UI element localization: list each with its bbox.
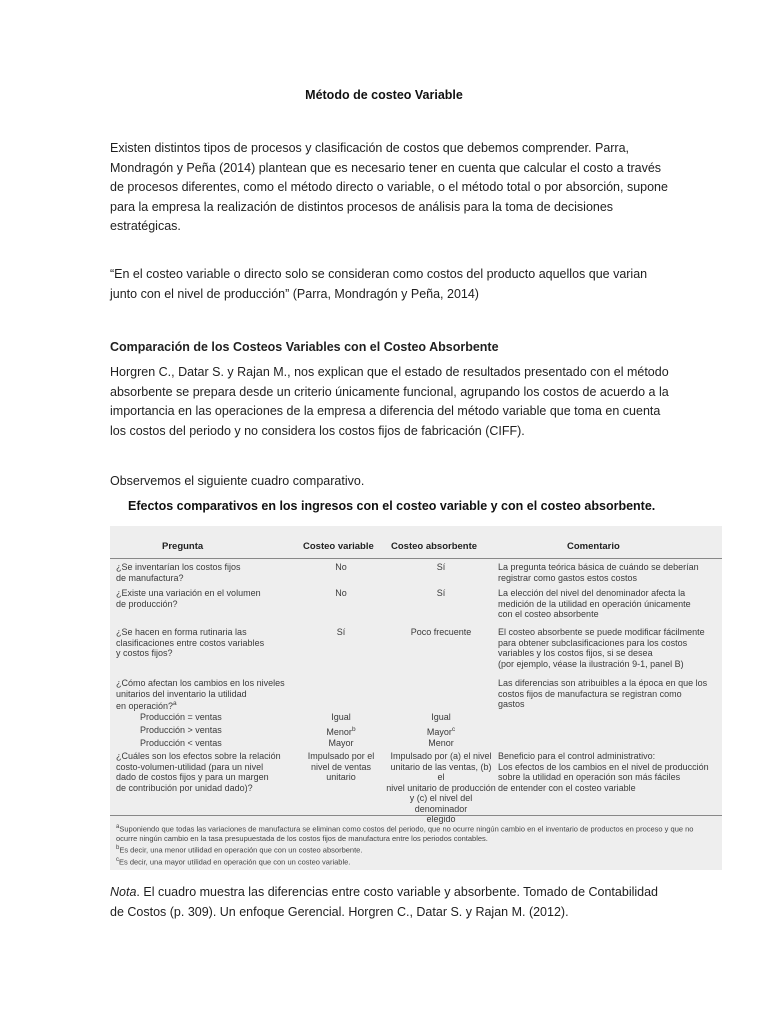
table-row-2-variable: Sí bbox=[336, 627, 346, 637]
footnote-a-text: Suponiendo que todas las variaciones de manufactura se eliminan como costos del periodo, que no ocurre ningún cambio en el inventario de productos en proceso y que no ocurre ningún cambio en la tasa presupuestada de los costos fijos de manufactura entre los periodos contables. bbox=[116, 824, 694, 843]
table-row-2-absorbente: Poco frecuente bbox=[410, 627, 472, 637]
table-row-4-absorbente: Igual bbox=[431, 712, 451, 722]
footnote-c-text: Es decir, una mayor utilidad en operación que con un costeo variable. bbox=[119, 857, 351, 867]
table-header-row bbox=[110, 534, 722, 559]
footnote-a-marker: a bbox=[173, 700, 177, 707]
footnote-a bbox=[116, 823, 716, 844]
footnote-b bbox=[116, 844, 716, 855]
table-row-4-pregunta: Producción = ventas bbox=[140, 712, 222, 722]
footnote-c-label: c bbox=[116, 857, 119, 863]
table-row-1-comentario: La elección del nivel del denominador afecta la medición de la utilidad en operación únicamente con el costeo absorbente bbox=[498, 588, 691, 619]
footnote-a-label: a bbox=[116, 824, 120, 830]
table-row-6-absorbente: Menor bbox=[428, 738, 454, 748]
table-row-3-pregunta-text: ¿Cómo afectan los cambios en los niveles unitarios del inventario la utilidad en operación? bbox=[116, 678, 285, 711]
comparison-heading: Comparación de los Costeos Variables con el Costeo Absorbente bbox=[110, 340, 499, 354]
table-row-1-pregunta: ¿Existe una variación en el volumen de producción? bbox=[116, 588, 261, 609]
note-text: . El cuadro muestra las diferencias entre costo variable y absorbente. Tomado de Contabilidad de Costos (p. 309). Un enfoque Gerencial. Horgren C., Datar S. y Rajan M. (2012). bbox=[110, 885, 659, 919]
table-row-5-variable-text: Menor bbox=[326, 727, 352, 737]
footnote-b-marker: b bbox=[351, 726, 356, 733]
comparison-paragraph: Horgren C., Datar S. y Rajan M., nos explican que el estado de resultados presentado con el método absorbente se prepara desde un criterio únicamente funcional, agrupando los costos de acuerdo a la importancia en las operaciones de la empresa a diferencia del método variable que toma en cuenta los costos del periodo y no considera los costos fijos de fabricación (CIFF). bbox=[110, 365, 669, 438]
table-row-0-pregunta: ¿Se inventarían los costos fijos de manufactura? bbox=[116, 562, 241, 583]
table-row-2-comentario: El costeo absorbente se puede modificar fácilmente para obtener subclasificaciones para los costos variables y los costos fijos, si se desea (por ejemplo, véase la ilustración 9-1, panel B) bbox=[498, 627, 705, 669]
table-row-4-variable: Igual bbox=[331, 712, 351, 722]
table-row-3-comentario: Las diferencias son atribuibles a la época en que los costos fijos de manufactura se registran como gastos bbox=[498, 678, 708, 709]
footnote-b-text: Es decir, una menor utilidad en operación que con un costeo absorbente. bbox=[119, 845, 363, 855]
table-row-5-absorbente bbox=[386, 725, 496, 738]
table-row-3-pregunta bbox=[116, 678, 296, 712]
header-comentario: Comentario bbox=[567, 541, 620, 552]
table-row-0-absorbente: Sí bbox=[436, 562, 446, 572]
header-costeo-absorbente: Costeo absorbente bbox=[391, 541, 478, 552]
observe-line: Observemos el siguiente cuadro comparativo. bbox=[110, 474, 365, 488]
header-costeo-variable: Costeo variable bbox=[303, 541, 374, 552]
table-caption: Efectos comparativos en los ingresos con el costeo variable y con el costeo absorbente. bbox=[128, 499, 656, 513]
table-row-5-pregunta: Producción > ventas bbox=[140, 725, 222, 735]
header-pregunta: Pregunta bbox=[162, 541, 204, 552]
table-row-6-variable: Mayor bbox=[328, 738, 354, 748]
footnote-c-marker: c bbox=[451, 726, 456, 733]
note-label: Nota bbox=[110, 885, 137, 899]
table-row-1-variable: No bbox=[335, 588, 347, 598]
table-row-6-pregunta: Producción < ventas bbox=[140, 738, 222, 748]
table-row-1-absorbente: Sí bbox=[436, 588, 446, 598]
table-row-5-absorbente-text: Mayor bbox=[426, 727, 452, 737]
footnote-c bbox=[116, 856, 716, 867]
table-row-0-variable: No bbox=[335, 562, 347, 572]
table-row-2-pregunta: ¿Se hacen en forma rutinaria las clasificaciones entre costos variables y costos fijos? bbox=[116, 627, 265, 658]
footnote-divider bbox=[110, 815, 722, 816]
footnote-b-label: b bbox=[116, 845, 120, 851]
table-row-7-variable: Impulsado por el nivel de ventas unitario bbox=[307, 751, 375, 782]
intro-paragraph: Existen distintos tipos de procesos y clasificación de costos que debemos comprender. Parra, Mondragón y Peña (2014) plantean que es necesario tener en cuenta que calcular el costo a través de procesos diferentes, como el método directo o variable, o el método total o por absorción, supone para la empresa la realización de distintos procesos de análisis para la toma de decisiones estratégicas. bbox=[110, 141, 668, 233]
table-row-7-pregunta: ¿Cuáles son los efectos sobre la relación costo-volumen-utilidad (para un nivel dado de costos fijos y para un margen de contribución por unidad dado)? bbox=[116, 751, 281, 793]
table-row-7-absorbente: Impulsado por (a) el nivel unitario de las ventas, (b) el nivel unitario de producción y (c) el nivel del denominador elegido bbox=[386, 751, 496, 824]
table-row-5-variable bbox=[296, 725, 386, 738]
document-title: Método de costeo Variable bbox=[305, 88, 463, 102]
table-row-0-comentario: La pregunta teórica básica de cuándo se deberían registrar como gastos estos costos bbox=[498, 562, 699, 583]
table-row-7-comentario: Beneficio para el control administrativo: Los efectos de los cambios en el nivel de producción sobre la utilidad en operación son más fáciles de entender con el costeo variable bbox=[498, 751, 709, 793]
source-note bbox=[110, 883, 670, 922]
comparison-table-figure bbox=[110, 526, 722, 870]
quote-paragraph: “En el costeo variable o directo solo se consideran como costos del producto aquellos que varian junto con el nivel de producción” (Parra, Mondragón y Peña, 2014) bbox=[110, 267, 648, 301]
